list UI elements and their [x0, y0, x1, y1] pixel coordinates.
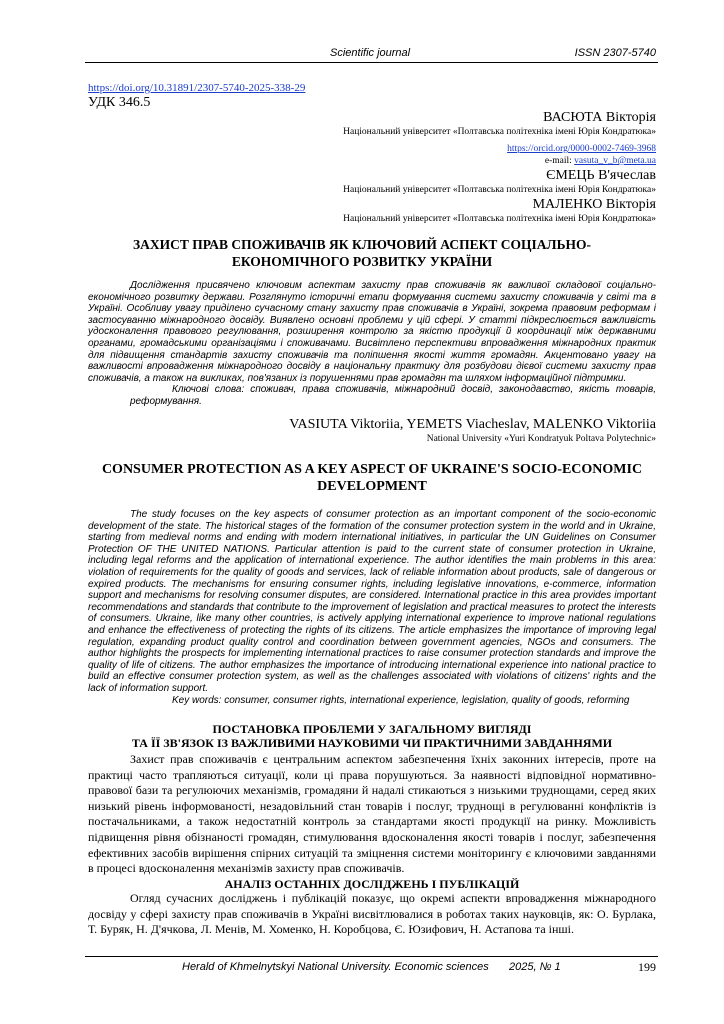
english-authors-block — [289, 416, 656, 445]
footer-issue: 2025, № 1 — [509, 961, 561, 973]
section-heading-line: ПОСТАНОВКА ПРОБЛЕМИ У ЗАГАЛЬНОМУ ВИГЛЯДІ — [212, 722, 532, 736]
footer-journal: Herald of Khmelnytskyi National University. Economic sciences — [182, 961, 489, 973]
keywords-ua: Ключові слова: споживач, права споживачів, міжнародний досвід, законодавство, якість товарів, реформування. — [130, 384, 656, 407]
article-title-en: CONSUMER PROTECTION AS A KEY ASPECT OF UKRAINE'S SOCIO-ECONOMIC DEVELOPMENT — [101, 462, 643, 494]
author-affiliation: Національний університет «Полтавська політехніка імені Юрія Кондратюка» — [343, 127, 656, 137]
authors-block — [96, 109, 656, 225]
header-issn: ISSN 2307-5740 — [574, 47, 656, 59]
abstract-en-text: The study focuses on the key aspects of consumer protection as an important component of the socio-economic development of the state. The historical stages of the formation of the consumer protection system in the world and in Ukraine, starting from medieval norms and ending with modern international initiatives, in particular the UN Guidelines on Consumer Protection OF THE UNITED NATIONS. Particular attention is paid to the current state of consumer protection in Ukraine, including legal reforms and the application of international experience. The author identifies the main problems in this area: violation of requirements for the quality of goods and services, lack of reliable information about products, sale of dangerous or expired products. The mechanisms for ensuring consumer rights, including legislative innovations, e-commerce, information support and mechanisms for resolving consumer disputes, are considered. International practice in this area provides important recommendations and standards that contribute to the improvement of legislation and practical measures to protect the interests of consumers. Ukraine, like many other countries, is actively applying international experience to improve national regulations and enhance the effectiveness of protecting the rights of its citizens. The article emphasizes the importance of improving legal regulation, expanding product quality control and coordination between government agencies, NGOs and consumers. The author highlights the prospects for implementing international practices to raise consumer protection standards and improve the quality of life of citizens. The author emphasizes the importance of introducing international experience into national practice to build an effective consumer protection system, as well as the challenges associated with violations of citizens' rights and the lack of information support. — [88, 509, 656, 694]
author-name: МАЛЕНКО Вікторія — [532, 197, 656, 212]
abstract-en — [88, 509, 656, 706]
doi-link[interactable]: https://doi.org/10.31891/2307-5740-2025-338-29 — [88, 82, 306, 94]
keywords-en: Key words: consumer, consumer rights, international experience, legislation, quality of goods, reforming — [172, 694, 630, 706]
english-affiliation: National University «Yuri Kondratyuk Poltava Polytechnic» — [426, 434, 656, 444]
author-name: ВАСЮТА Вікторія — [543, 110, 656, 125]
paragraph: Огляд сучасних досліджень і публікацій показує, що окремі аспекти впровадження міжнародного досвіду у сфері захисту прав споживачів в Україні висвітлювалися в роботах таких науковців, як: О. Бурлака, Т. Буряк, Н. Д'ячкова, Л. Менів, М. Хоменко, Н. Коробцова, Є. Юзифович, Н. Астапова та інші. — [88, 891, 656, 937]
abstract-ua — [88, 280, 656, 408]
author-email — [96, 156, 656, 167]
email-link[interactable]: vasuta_v_b@meta.ua — [574, 156, 656, 166]
page-number: 199 — [638, 960, 656, 974]
section-heading-line: ТА ЇЇ ЗВ'ЯЗОК ІЗ ВАЖЛИВИМИ НАУКОВИМИ ЧИ ПРАКТИЧНИМИ ЗАВДАННЯМИ — [131, 736, 613, 750]
section-body-problem — [88, 752, 656, 877]
abstract-ua-text: Дослідження присвячено ключовим аспектам захисту прав споживачів як важливої складової соціально-економічного розвитку держави. Розглянуто історичні етапи формування системи захисту споживачів у світі та в Україні. Особливу увагу приділено сучасному стану захисту прав споживачів в Україні, зокрема правовим реформам і застосуванню міжнародного досвіду. Виявлено основні проблеми у цій сфері. У статті підкреслюється важливість удосконалення правового регулювання, розширення контролю за якістю продукції й координації між державними органами, громадськими організаціями і споживачами. Висвітлено перспективи впровадження міжнародних практик для підвищення стандартів захисту споживачів та поліпшення якості життя громадян. Акцентовано увагу на важливості впровадження міжнародного досвіду в національну практику для розбудови дієвої системи захисту прав споживачів, а також на викликах, пов'язаних із порушеннями прав громадян та шляхом інформаційної підтримки. — [88, 280, 656, 384]
article-title-ua: ЗАХИСТ ПРАВ СПОЖИВАЧІВ ЯК КЛЮЧОВИЙ АСПЕКТ СОЦІАЛЬНО-ЕКОНОМІЧНОГО РОЗВИТКУ УКРАЇНИ — [132, 237, 592, 269]
author-name: ЄМЕЦЬ В'ячеслав — [546, 168, 656, 183]
email-label: e-mail: — [544, 156, 575, 166]
section-body-analysis — [88, 891, 656, 938]
section-heading-analysis: АНАЛІЗ ОСТАННІХ ДОСЛІДЖЕНЬ І ПУБЛІКАЦІЙ — [224, 877, 520, 891]
footer-rule — [85, 956, 658, 957]
section-heading-problem — [88, 722, 656, 750]
paragraph: Захист прав споживачів є центральним аспектом забезпечення їхніх законних інтересів, проте на практиці часто трапляються ситуації, коли ці права порушуються. За наявності відповідної нормативно-правової бази та регулюючих механізмів, громадяни й надалі стикаються з низькими труднощами, серед яких низький рівень інформованості, незадовільний стан товарів і послуг, труднощі в регулюванні конфліктів із постачальниками, а також недостатній контроль за стандартами якості продукції на ринку. Можливість підвищення рівня обізнаності громадян, стимулювання вдосконалення якості товарів і послуг, забезпечення ефективних засобів вирішення спірних ситуацій та зміцнення системи моніторингу є ключовими завданнями в процесі вдосконалення механізмів захисту прав споживачів. — [88, 752, 656, 876]
header-journal-name: Scientific journal — [330, 47, 411, 59]
english-author-names: VASIUTA Viktoriia, YEMETS Viacheslav, MALENKO Viktoriia — [289, 417, 656, 432]
author-affiliation: Національний університет «Полтавська політехніка імені Юрія Кондратюка» — [343, 214, 656, 224]
author-affiliation: Національний університет «Полтавська політехніка імені Юрія Кондратюка» — [343, 185, 656, 195]
orcid-link[interactable]: https://orcid.org/0000-0002-7469-3968 — [507, 144, 656, 154]
udk-code: УДК 346.5 — [88, 95, 151, 110]
header-rule — [85, 62, 658, 63]
